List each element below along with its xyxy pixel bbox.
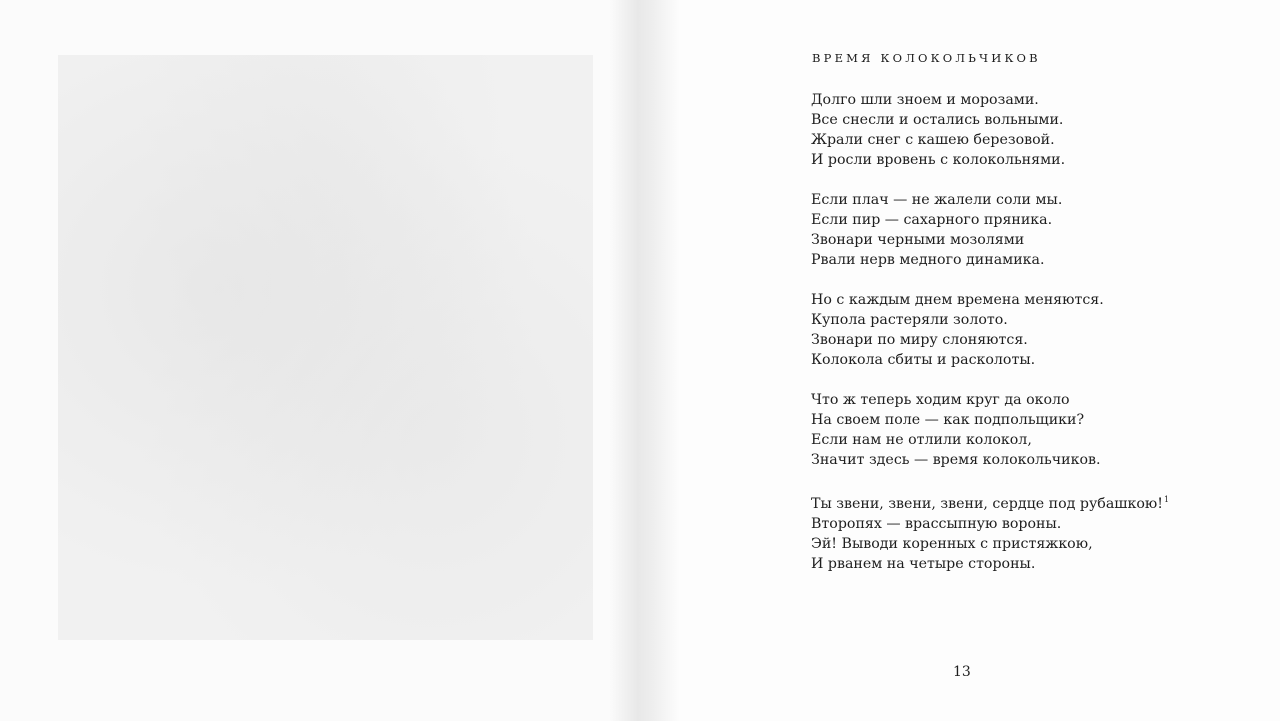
poem-line-text: Ты звени, звени, звени, сердце под рубашкою! [811,496,1163,512]
poem-line: Что ж теперь ходим круг да около [811,392,1070,408]
stanza-1 [811,90,1251,170]
poem-line: Значит здесь — время колокольчиков. [811,452,1101,468]
poem-line: На своем поле — как подпольщики? [811,412,1085,428]
poem-line: Звонари черными мозолями [811,232,1025,248]
poem-line: Эй! Выводи коренных с пристяжкою, [811,536,1093,552]
poem-line: Купола растеряли золото. [811,312,1008,328]
poem-line: Но с каждым днем времена меняются. [811,292,1104,308]
page-number: 13 [953,664,971,680]
stanza-4 [811,390,1251,470]
poem-line: Рвали нерв медного динамика. [811,252,1045,268]
poem-line: И росли вровень с колокольнями. [811,152,1066,168]
faded-illustration [58,55,593,640]
poem-title: ВРЕМЯ КОЛОКОЛЬЧИКОВ [812,51,1041,65]
poem-line: Звонари по миру слоняются. [811,332,1028,348]
poem-line: Все снесли и остались вольными. [811,112,1064,128]
stanza-2 [811,190,1251,270]
stanza-5 [811,490,1251,574]
poem-line: Второпях — врассыпную вороны. [811,516,1062,532]
footnote-marker[interactable]: 1 [1163,495,1170,504]
poem-line: Если пир — сахарного пряника. [811,212,1053,228]
stanza-3 [811,290,1251,370]
poem-body [811,90,1251,594]
poem-line: Если нам не отлили колокол, [811,432,1032,448]
right-page [640,0,1280,721]
poem-line-with-footnote [811,490,1251,514]
poem-line: Долго шли зноем и морозами. [811,92,1039,108]
poem-line: Если плач — не жалели соли мы. [811,192,1063,208]
poem-line: Колокола сбиты и расколоты. [811,352,1036,368]
poem-line: Жрали снег с кашею березовой. [811,132,1055,148]
poem-line: И рванем на четыре стороны. [811,556,1036,572]
